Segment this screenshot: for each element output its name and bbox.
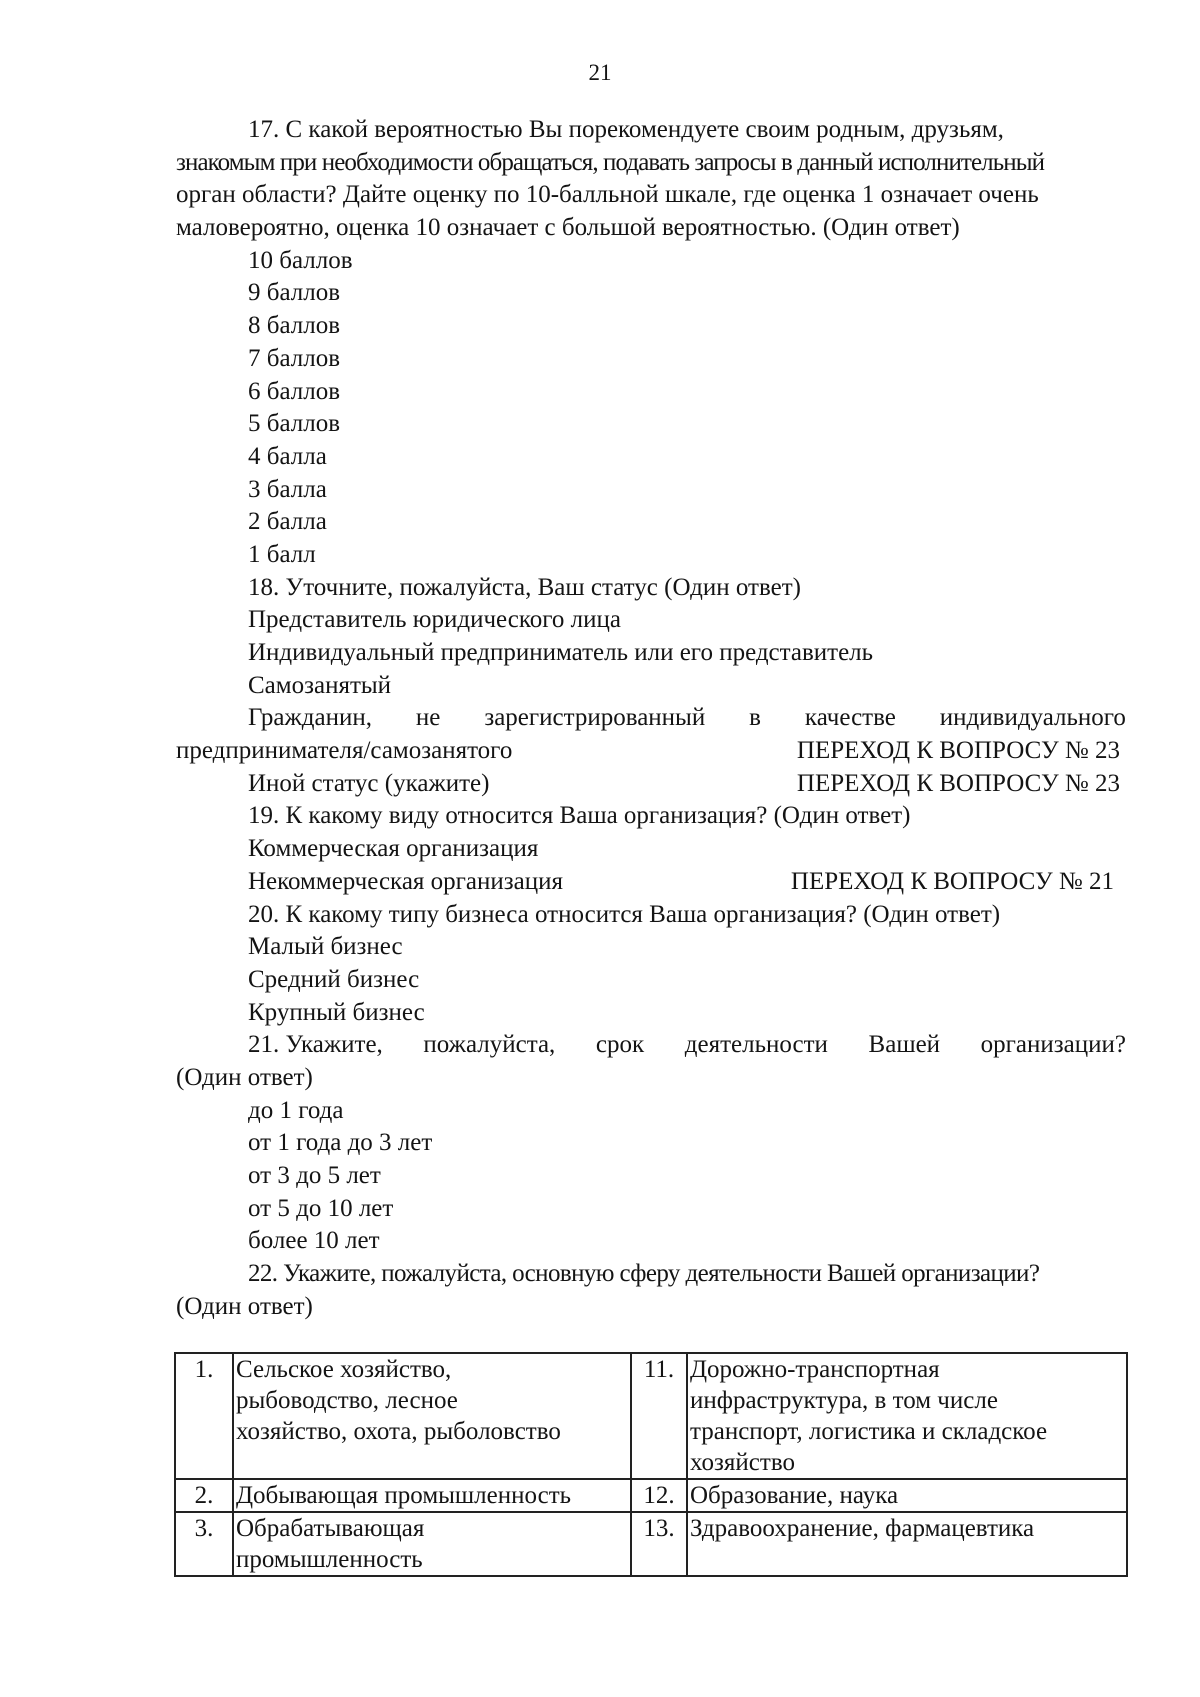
cell-line: Обрабатывающая: [236, 1515, 425, 1542]
word: качестве: [804, 704, 896, 732]
q17-option: 1 балл: [248, 540, 316, 568]
q18-option-other: [176, 768, 1126, 801]
q18-option-citizen-line-1: [176, 702, 1126, 735]
word: зарегистрированный: [484, 704, 706, 732]
q22-title-line-1: 22. Укажите, пожалуйста, основную сферу деятельности Вашей организации?: [248, 1260, 1040, 1288]
row-number: 12.: [631, 1479, 687, 1512]
word: не: [415, 704, 441, 732]
sector-cell: [233, 1353, 631, 1479]
option-text: Иной статус (укажите): [248, 769, 490, 797]
table-row: [175, 1479, 1127, 1512]
page-number: 21: [588, 60, 612, 85]
q17-option: 6 баллов: [248, 377, 341, 405]
q21-option: от 5 до 10 лет: [248, 1194, 394, 1222]
word: в: [749, 704, 761, 732]
q21-title-line-1: [176, 1029, 1126, 1062]
sector-cell: [687, 1512, 1127, 1576]
goto-instruction: ПЕРЕХОД К ВОПРОСУ № 21: [790, 867, 1114, 895]
cell-line: рыбоводство, лесное: [236, 1387, 458, 1414]
word: индивидуального: [939, 704, 1126, 732]
q19-title: 19. К какому виду относится Ваша организация? (Один ответ): [248, 802, 911, 830]
cell-line: Добывающая промышленность: [236, 1482, 572, 1509]
cell-line: Здравоохранение, фармацевтика: [690, 1515, 1035, 1542]
sector-cell: [687, 1479, 1127, 1512]
q17-option: 10 баллов: [248, 246, 353, 274]
cell-line: хозяйство, охота, рыболовство: [236, 1418, 561, 1445]
q17-line-2: знакомым при необходимости обращаться, подавать запросы в данный исполнительный: [176, 148, 1045, 176]
q21-option: от 1 года до 3 лет: [248, 1129, 433, 1157]
word: деятельности: [684, 1031, 828, 1059]
q17-option: 8 баллов: [248, 312, 341, 340]
cell-line: хозяйство: [690, 1449, 795, 1476]
q17-option: 2 балла: [248, 508, 327, 536]
row-number: 2.: [175, 1479, 233, 1512]
q21-option: от 3 до 5 лет: [248, 1162, 381, 1189]
q18-title: 18. Уточните, пожалуйста, Ваш статус (Один ответ): [248, 573, 801, 601]
q17-line-1: 17. С какой вероятностью Вы порекомендуете своим родным, друзьям,: [248, 116, 1004, 143]
q18-option-citizen-line-2: [176, 735, 1126, 768]
q20-option: Малый бизнес: [248, 933, 403, 961]
q21-option: до 1 года: [248, 1096, 344, 1124]
cell-line: промышленность: [236, 1546, 423, 1573]
row-number: 13.: [631, 1512, 687, 1576]
table-row: [175, 1353, 1127, 1479]
word: Вашей: [868, 1031, 941, 1059]
row-number: 3.: [175, 1512, 233, 1576]
row-number: 1.: [175, 1353, 233, 1479]
word: Гражданин,: [248, 704, 372, 732]
word: 21. Укажите,: [248, 1031, 383, 1059]
q21-title-line-2: (Один ответ): [176, 1063, 313, 1091]
q18-option: Индивидуальный предприниматель или его представитель: [248, 639, 874, 666]
row-number: 11.: [631, 1353, 687, 1479]
q22-title-line-2: (Один ответ): [176, 1292, 313, 1320]
table-row: [175, 1512, 1127, 1576]
q17-option: 3 балла: [248, 475, 327, 503]
q18-option: Представитель юридического лица: [248, 606, 621, 634]
sectors-table: [174, 1352, 1128, 1577]
q20-title: 20. К какому типу бизнеса относится Ваша организация? (Один ответ): [248, 900, 1001, 928]
q17-option: 4 балла: [248, 442, 327, 470]
option-text: Некоммерческая организация: [248, 867, 564, 895]
cell-line: Дорожно-транспортная: [690, 1356, 940, 1383]
option-text: предпринимателя/самозанятого: [176, 737, 513, 765]
cell-line: инфраструктура, в том числе: [690, 1387, 998, 1414]
word: срок: [595, 1031, 645, 1059]
q20-option: Крупный бизнес: [248, 998, 425, 1026]
q19-option: Коммерческая организация: [248, 835, 539, 863]
questionnaire-body: [176, 114, 1126, 1323]
q17-line-3: орган области? Дайте оценку по 10-балльной шкале, где оценка 1 означает очень: [176, 181, 1039, 209]
sector-cell: [687, 1353, 1127, 1479]
q17-option: 9 баллов: [248, 279, 341, 307]
word: организации?: [980, 1031, 1126, 1059]
q21-option: более 10 лет: [248, 1227, 380, 1255]
cell-line: транспорт, логистика и складское: [690, 1418, 1048, 1445]
goto-instruction: ПЕРЕХОД К ВОПРОСУ № 23: [796, 769, 1120, 797]
word: пожалуйста,: [423, 1031, 556, 1059]
q17-option: 7 баллов: [248, 344, 341, 372]
q18-option: Самозанятый: [248, 671, 392, 699]
cell-line: Образование, наука: [690, 1482, 899, 1509]
q17-option: 5 баллов: [248, 410, 341, 438]
sector-cell: [233, 1479, 631, 1512]
q20-option: Средний бизнес: [248, 965, 420, 993]
q19-option-noncommercial: [176, 866, 1126, 899]
cell-line: Сельское хозяйство,: [236, 1356, 452, 1383]
q17-line-4: маловероятно, оценка 10 означает с большой вероятностью. (Один ответ): [176, 214, 960, 242]
goto-instruction: ПЕРЕХОД К ВОПРОСУ № 23: [796, 737, 1120, 765]
sector-cell: [233, 1512, 631, 1576]
